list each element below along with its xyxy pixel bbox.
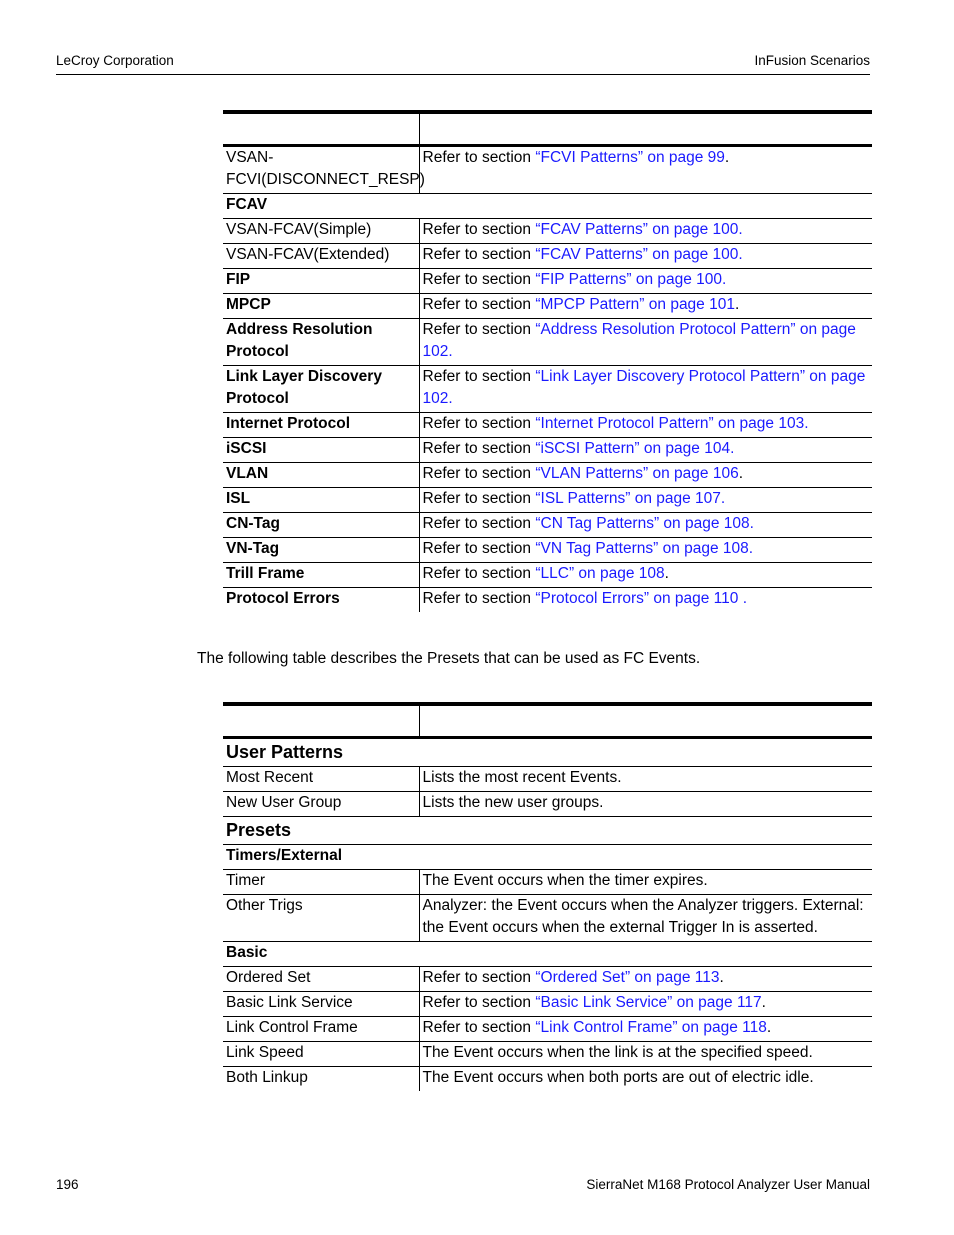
table-row: [223, 366, 872, 413]
row-name-cell: [223, 244, 419, 269]
cross-reference-link[interactable]: “LLC” on page 108: [535, 565, 665, 582]
row-name-cell: [223, 1017, 419, 1042]
row-name-cell: [223, 513, 419, 538]
table-row: [223, 319, 872, 366]
section-heading: Basic: [223, 942, 872, 967]
description-text: Refer to section: [422, 296, 536, 313]
row-description-cell: [419, 992, 872, 1017]
table-row: [223, 538, 872, 563]
row-description-cell: [419, 538, 872, 563]
header-rule: [56, 74, 870, 75]
table-row: [223, 463, 872, 488]
row-name: Most Recent: [226, 769, 314, 786]
row-name-cell: [223, 463, 419, 488]
row-name: New User Group: [226, 794, 342, 811]
table-row: [223, 1067, 872, 1092]
cross-reference-link[interactable]: “FIP Patterns” on page 100.: [535, 271, 727, 288]
description-text: .: [724, 149, 730, 166]
table-row: [223, 438, 872, 463]
row-name-cell: [223, 992, 419, 1017]
description-text: Refer to section: [422, 221, 536, 238]
description-text: Refer to section: [422, 515, 536, 532]
table-row: [223, 294, 872, 319]
description-text: Refer to section: [422, 271, 536, 288]
cross-reference-link[interactable]: “FCAV Patterns” on page 100.: [535, 221, 743, 238]
group-heading: User Patterns: [223, 738, 872, 767]
table-row: [223, 792, 872, 817]
page-number: 196: [56, 1177, 79, 1192]
row-description-cell: [419, 870, 872, 895]
description-text: .: [664, 565, 669, 582]
description-text: The Event occurs when the timer expires.: [422, 872, 708, 889]
fc-events-presets-table: [223, 702, 872, 1091]
table-row: [223, 942, 872, 967]
row-description-cell: [419, 219, 872, 244]
table-header-row: [223, 112, 872, 146]
row-description-cell: [419, 269, 872, 294]
description-text: .: [719, 969, 724, 986]
cross-reference-link[interactable]: “FCAV Patterns” on page 100.: [535, 246, 743, 263]
row-description-cell: [419, 1067, 872, 1092]
header-cell: [419, 112, 872, 146]
row-description-cell: [419, 1017, 872, 1042]
row-description-cell: [419, 438, 872, 463]
row-name: Link Control Frame: [226, 1019, 358, 1036]
row-name: Internet Protocol: [226, 415, 351, 432]
table-row: [223, 244, 872, 269]
row-name: MPCP: [226, 296, 271, 313]
description-text: .: [734, 296, 740, 313]
row-description-cell: [419, 895, 872, 942]
row-description-cell: [419, 319, 872, 366]
table-header-row: [223, 704, 872, 738]
cross-reference-link[interactable]: “Link Control Frame” on page 118: [535, 1019, 767, 1036]
table-row: [223, 194, 872, 219]
row-name-cell: [223, 294, 419, 319]
row-name-cell: [223, 588, 419, 613]
cross-reference-link[interactable]: “CN Tag Patterns” on page 108.: [535, 515, 754, 532]
row-name-cell: [223, 538, 419, 563]
row-name-cell: [223, 366, 419, 413]
description-text: The Event occurs when both ports are out of electric idle.: [422, 1069, 814, 1086]
row-description-cell: [419, 588, 872, 613]
row-name: VSAN-FCVI(DISCONNECT_RESP): [226, 149, 425, 188]
row-name-cell: [223, 438, 419, 463]
row-name: VSAN-FCAV(Extended): [226, 246, 390, 263]
row-name: Ordered Set: [226, 969, 311, 986]
row-name-cell: [223, 146, 425, 194]
table-row: [223, 563, 872, 588]
table-row: [223, 413, 872, 438]
row-name: Trill Frame: [226, 565, 305, 582]
row-description-cell: [419, 244, 872, 269]
description-text: Refer to section: [422, 246, 536, 263]
cross-reference-link[interactable]: “VN Tag Patterns” on page 108.: [535, 540, 754, 557]
description-text: .: [766, 1019, 772, 1036]
header-cell: [419, 704, 872, 738]
row-name: Address Resolution Protocol: [226, 321, 373, 360]
description-text: Refer to section: [422, 465, 536, 482]
table-row: [223, 738, 872, 767]
cross-reference-link[interactable]: “Ordered Set” on page 113: [535, 969, 720, 986]
cross-reference-link[interactable]: “MPCP Pattern” on page 101: [535, 296, 735, 313]
cross-reference-link[interactable]: “Protocol Errors” on page 110 .: [535, 590, 748, 607]
table-row: [223, 588, 872, 613]
table-row: [223, 845, 872, 870]
table-row: [223, 895, 872, 942]
section-heading: Timers/External: [223, 845, 872, 870]
table-row: [223, 992, 872, 1017]
row-description-cell: [419, 463, 872, 488]
row-name-cell: [223, 1042, 419, 1067]
protocol-pattern-table: [223, 110, 872, 612]
row-name: ISL: [226, 490, 251, 507]
description-text: Refer to section: [422, 415, 536, 432]
cross-reference-link[interactable]: “Link Layer Discovery Protocol Pattern” on page 102.: [422, 368, 866, 407]
row-name: VLAN: [226, 465, 269, 482]
table-row: [223, 1042, 872, 1067]
description-text: Refer to section: [422, 969, 536, 986]
group-heading: Presets: [223, 817, 872, 845]
description-text: Lists the most recent Events.: [422, 769, 622, 786]
cross-reference-link[interactable]: “Basic Link Service” on page 117: [535, 994, 762, 1011]
row-name: Link Speed: [226, 1044, 304, 1061]
row-name: Protocol Errors: [226, 590, 340, 607]
row-description-cell: [419, 967, 872, 992]
running-header-left: LeCroy Corporation: [56, 53, 174, 68]
footer-title: SierraNet M168 Protocol Analyzer User Manual: [586, 1177, 870, 1192]
table-row: [223, 767, 872, 792]
header-cell: [223, 704, 419, 738]
cross-reference-link[interactable]: “iSCSI Pattern” on page 104.: [535, 440, 735, 457]
table-row: [223, 513, 872, 538]
fc-events-presets-table-body: [223, 704, 872, 1091]
row-name-cell: [223, 488, 419, 513]
row-name: Link Layer Discovery Protocol: [226, 368, 382, 407]
row-description-cell: [419, 563, 872, 588]
table-row: [223, 219, 872, 244]
table-row: [223, 269, 872, 294]
row-name-cell: [223, 792, 419, 817]
row-description-cell: [419, 1042, 872, 1067]
row-name-cell: [223, 563, 419, 588]
row-name: Basic Link Service: [226, 994, 353, 1011]
row-name-cell: [223, 219, 419, 244]
table-row: [223, 488, 872, 513]
row-name: iSCSI: [226, 440, 267, 457]
description-text: .: [761, 994, 766, 1011]
row-name: VN-Tag: [226, 540, 280, 557]
row-description-cell: [419, 146, 872, 194]
cross-reference-link[interactable]: “Address Resolution Protocol Pattern” on page 102.: [422, 321, 856, 360]
description-text: Lists the new user groups.: [422, 794, 604, 811]
table-row: [223, 1017, 872, 1042]
header-cell: [223, 112, 419, 146]
table-row: [223, 146, 872, 194]
row-description-cell: [419, 767, 872, 792]
row-name-cell: [223, 895, 419, 942]
table-row: [223, 870, 872, 895]
description-text: Refer to section: [422, 368, 536, 385]
intro-paragraph: The following table describes the Presets that can be used as FC Events.: [197, 650, 701, 667]
description-text: Refer to section: [422, 994, 536, 1011]
protocol-pattern-table-body: [223, 112, 872, 612]
cross-reference-link[interactable]: “Internet Protocol Pattern” on page 103.: [535, 415, 809, 432]
cross-reference-link[interactable]: “VLAN Patterns” on page 106: [535, 465, 739, 482]
cross-reference-link[interactable]: “FCVI Patterns” on page 99: [535, 149, 725, 166]
row-name-cell: [223, 413, 419, 438]
row-description-cell: [419, 513, 872, 538]
row-name: Both Linkup: [226, 1069, 308, 1086]
row-description-cell: [419, 792, 872, 817]
description-text: Refer to section: [422, 440, 536, 457]
row-name: FIP: [226, 271, 251, 288]
cross-reference-link[interactable]: “ISL Patterns” on page 107.: [535, 490, 726, 507]
description-text: Refer to section: [422, 565, 536, 582]
row-description-cell: [419, 413, 872, 438]
running-header-right: InFusion Scenarios: [754, 53, 870, 68]
section-heading: FCAV: [223, 194, 872, 219]
row-name-cell: [223, 269, 419, 294]
description-text: Refer to section: [422, 149, 536, 166]
table-row: [223, 967, 872, 992]
description-text: Refer to section: [422, 590, 536, 607]
description-text: The Event occurs when the link is at the specified speed.: [422, 1044, 813, 1061]
row-name: Other Trigs: [226, 897, 303, 914]
row-name-cell: [223, 967, 419, 992]
row-name: Timer: [226, 872, 266, 889]
row-name-cell: [223, 319, 419, 366]
row-description-cell: [419, 488, 872, 513]
row-name: VSAN-FCAV(Simple): [226, 221, 372, 238]
table-row: [223, 817, 872, 845]
row-name-cell: [223, 767, 419, 792]
description-text: Analyzer: the Event occurs when the Analyzer triggers. External: the Event occurs when the external Trigger In is asserted.: [422, 897, 864, 936]
description-text: Refer to section: [422, 321, 536, 338]
description-text: Refer to section: [422, 490, 536, 507]
description-text: Refer to section: [422, 1019, 536, 1036]
row-description-cell: [419, 294, 872, 319]
row-name-cell: [223, 870, 419, 895]
description-text: Refer to section: [422, 540, 536, 557]
row-name: CN-Tag: [226, 515, 280, 532]
row-description-cell: [419, 366, 872, 413]
description-text: .: [738, 465, 744, 482]
row-name-cell: [223, 1067, 419, 1092]
